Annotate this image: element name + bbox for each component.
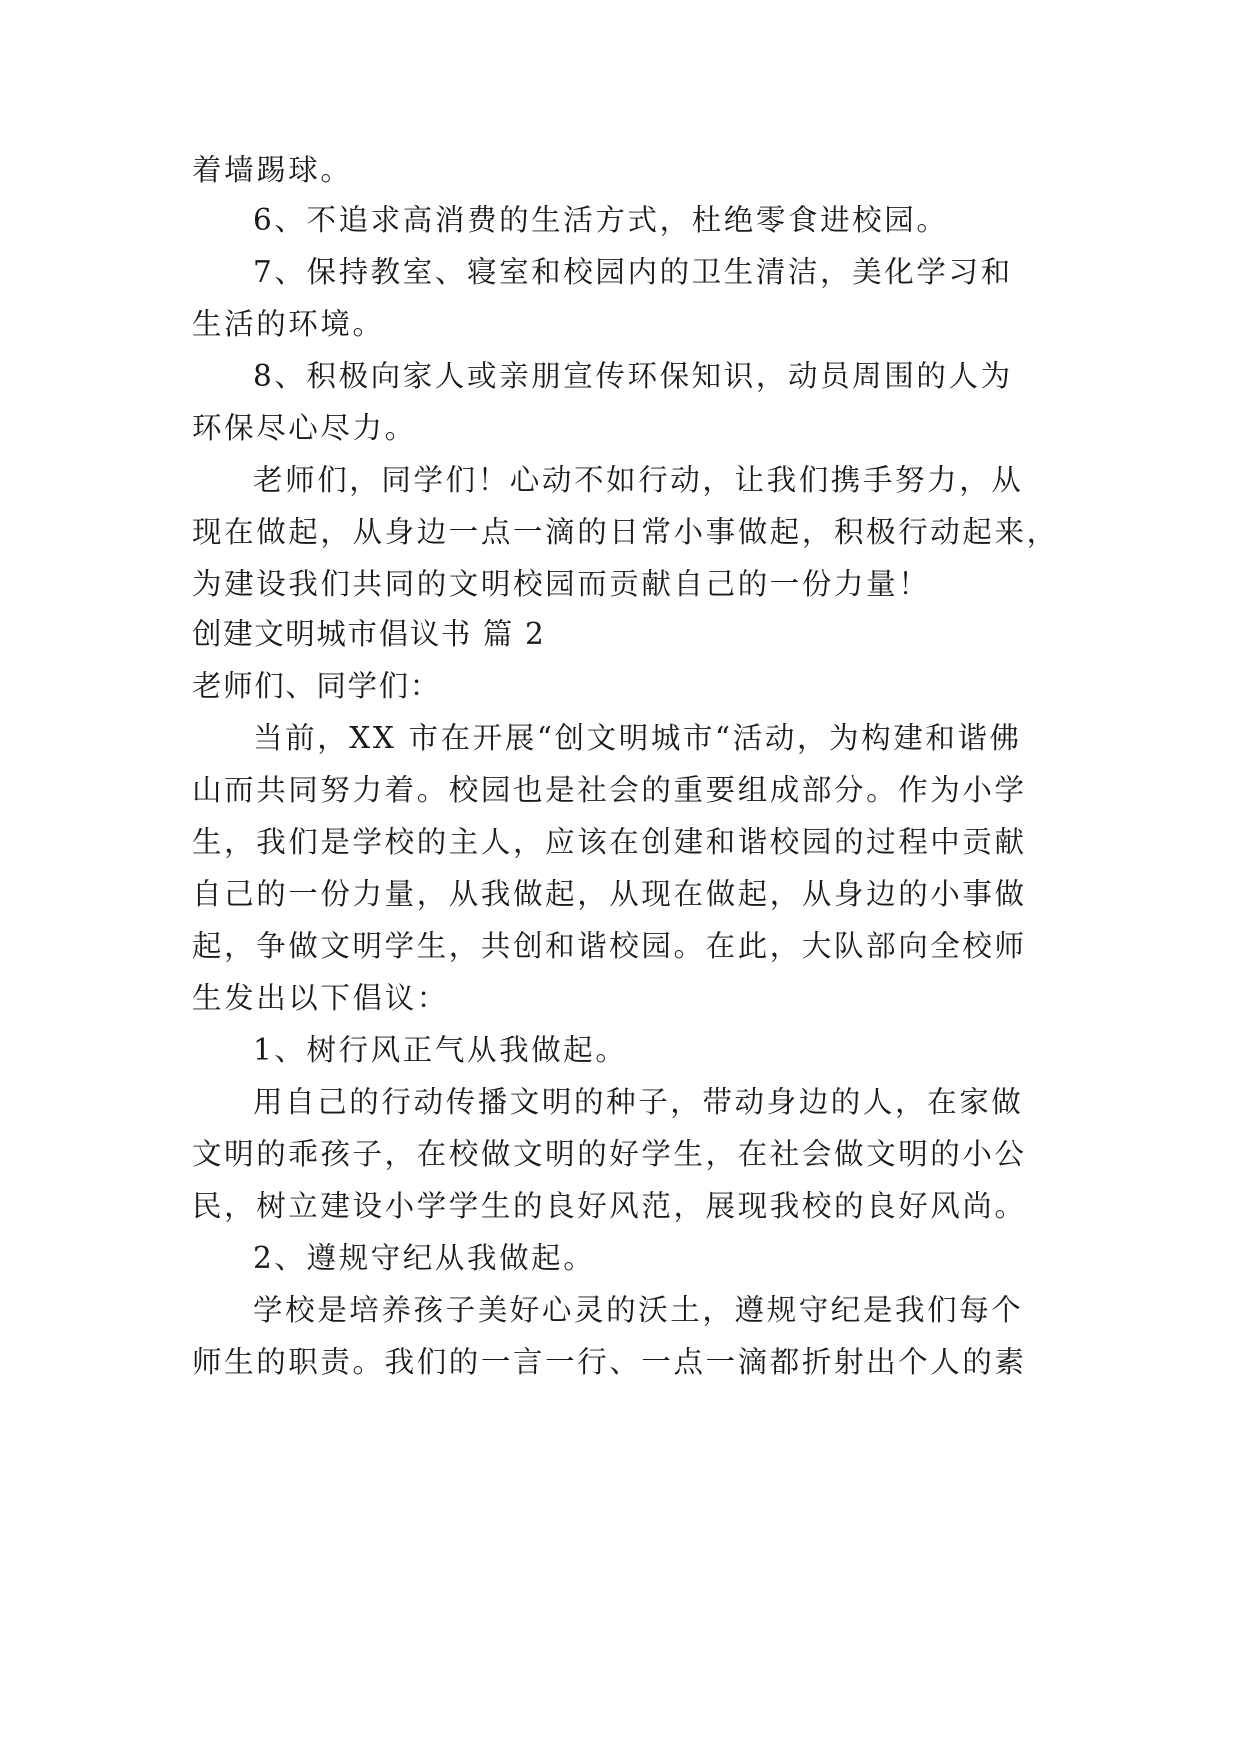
paragraph-line: 文明的乖孩子，在校做文明的好学生，在社会做文明的小公 xyxy=(192,1137,1027,1171)
list-item-1: 1、树行风正气从我做起。 xyxy=(253,1033,628,1067)
paragraph-line: 山而共同努力着。校园也是社会的重要组成部分。作为小学 xyxy=(192,773,1027,807)
paragraph-line: 自己的一份力量，从我做起，从现在做起，从身边的小事做 xyxy=(192,877,1027,911)
list-item-2: 2、遵规守纪从我做起。 xyxy=(253,1241,596,1275)
salutation: 老师们、同学们： xyxy=(192,669,441,703)
intro-paragraph: 当前，XX 市在开展“创文明城市“活动，为构建和谐佛 xyxy=(253,721,1022,755)
list-item-7: 7、保持教室、寝室和校园内的卫生清洁，美化学习和 xyxy=(253,255,1013,289)
paragraph-line: 起，争做文明学生，共创和谐校园。在此，大队部向全校师 xyxy=(192,929,1027,963)
body-paragraph: 学校是培养孩子美好心灵的沃土，遵规守纪是我们每个 xyxy=(253,1293,1024,1327)
paragraph-line: 民，树立建设小学学生的良好风范，展现我校的良好风尚。 xyxy=(192,1189,1027,1223)
paragraph-line: 着墙踢球。 xyxy=(192,153,353,187)
body-paragraph: 用自己的行动传播文明的种子，带动身边的人，在家做 xyxy=(253,1085,1024,1119)
list-item-6: 6、不追求高消费的生活方式，杜绝零食进校园。 xyxy=(253,203,949,237)
closing-paragraph: 老师们，同学们！心动不如行动，让我们携手努力，从 xyxy=(253,463,1024,497)
paragraph-line: 环保尽心尽力。 xyxy=(192,411,417,445)
paragraph-line: 生活的环境。 xyxy=(192,307,385,341)
paragraph-line: 为建设我们共同的文明校园而贡献自己的一份力量！ xyxy=(192,567,931,601)
paragraph-line: 现在做起，从身边一点一滴的日常小事做起，积极行动起来， xyxy=(192,515,1059,549)
paragraph-line: 生，我们是学校的主人，应该在创建和谐校园的过程中贡献 xyxy=(192,825,1027,859)
section-heading: 创建文明城市倡议书 篇 2 xyxy=(192,617,546,651)
paragraph-line: 师生的职责。我们的一言一行、一点一滴都折射出个人的素 xyxy=(192,1345,1027,1379)
paragraph-line: 生发出以下倡议： xyxy=(192,981,449,1015)
list-item-8: 8、积极向家人或亲朋宣传环保知识，动员周围的人为 xyxy=(253,359,1013,393)
